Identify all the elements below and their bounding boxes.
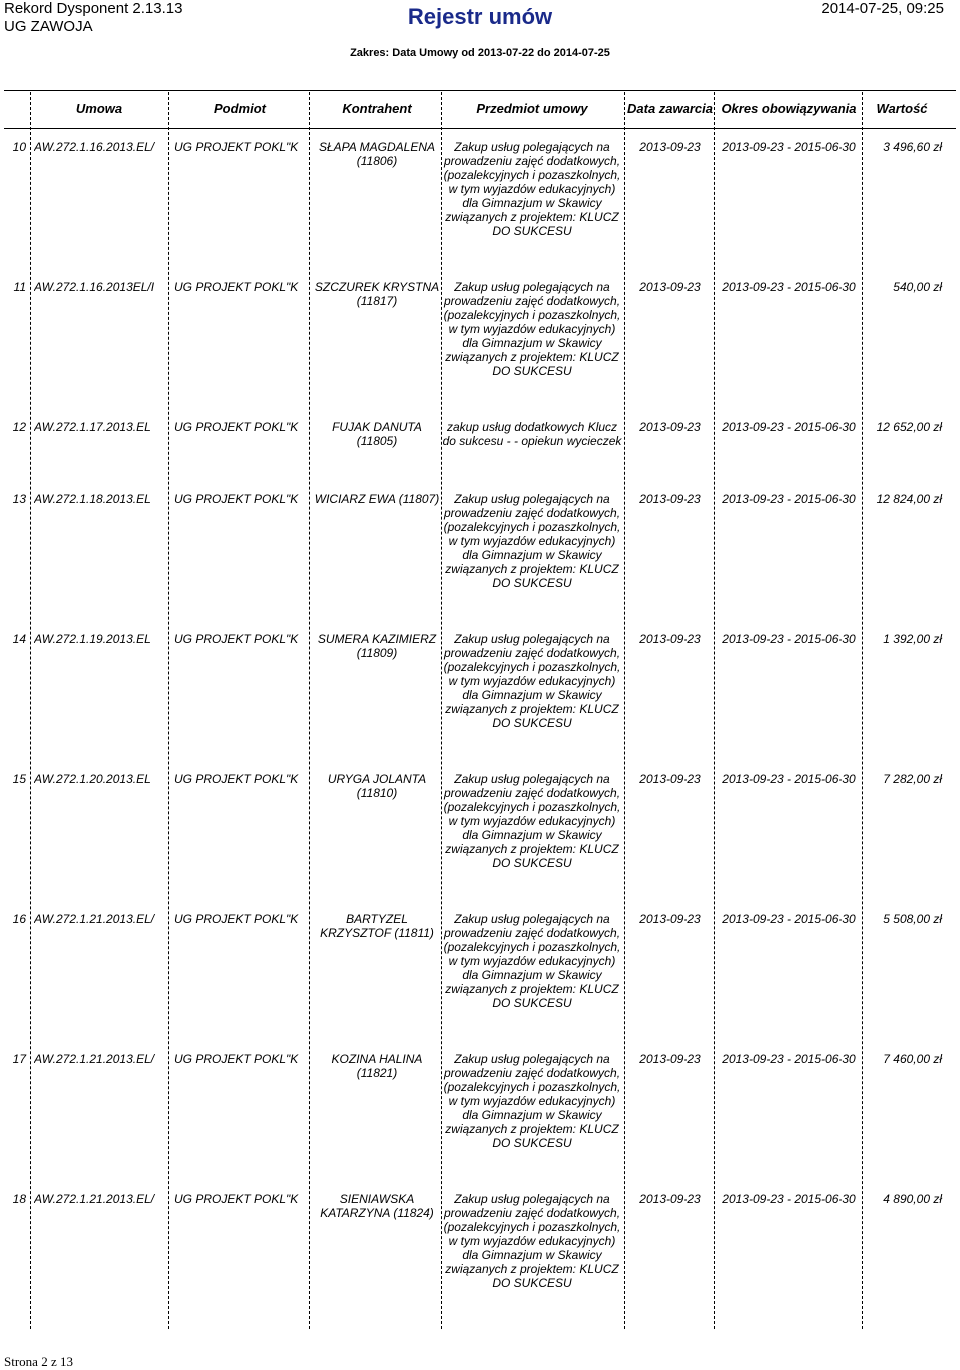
entity-name: UG PROJEKT POKL"K	[174, 912, 299, 926]
entity-name: UG PROJEKT POKL"K	[174, 420, 299, 434]
contractor-name: SUMERA KAZIMIERZ (11809)	[317, 632, 437, 660]
header-divider	[4, 90, 956, 91]
contractor-name: URYGA JOLANTA (11810)	[327, 772, 427, 800]
column-separator	[714, 92, 715, 1329]
contract-date: 2013-09-23	[639, 1052, 701, 1066]
column-separator	[168, 92, 169, 1329]
entity-name: UG PROJEKT POKL"K	[174, 1052, 299, 1066]
contract-value: 12 824,00 zł	[876, 492, 942, 506]
contract-subject: Zakup usług polegających na prowadzeniu zajęć dodatkowych, (pozalekcyjnych i pozaszkolnych, w tym wyjazdów edukacyjnych) dla Gimnazjum w Skawicy związanych z projektem: KLUCZ DO SUKCESU	[443, 912, 621, 1010]
contract-subject: Zakup usług polegających na prowadzeniu zajęć dodatkowych, (pozalekcyjnych i pozaszkolnych, w tym wyjazdów edukacyjnych) dla Gimnazjum w Skawicy związanych z projektem: KLUCZ DO SUKCESU	[443, 1192, 621, 1290]
col-header-data: Data zawarcia	[627, 101, 713, 116]
col-header-wartosc: Wartość	[876, 101, 928, 116]
contract-number: AW.272.1.16.2013EL/I	[34, 280, 155, 294]
row-number: 12	[12, 420, 26, 434]
contract-subject: Zakup usług polegających na prowadzeniu zajęć dodatkowych, (pozalekcyjnych i pozaszkolnych, w tym wyjazdów edukacyjnych) dla Gimnazjum w Skawicy związanych z projektem: KLUCZ DO SUKCESU	[443, 1052, 621, 1150]
row-number: 13	[12, 492, 26, 506]
contract-value: 7 282,00 zł	[883, 772, 942, 786]
contractor-name: FUJAK DANUTA (11805)	[332, 420, 422, 448]
col-header-umowa: Umowa	[75, 101, 123, 116]
report-title: Rejestr umów	[407, 4, 553, 29]
contract-date: 2013-09-23	[639, 280, 701, 294]
contract-date: 2013-09-23	[639, 492, 701, 506]
contract-subject: Zakup usług polegających na prowadzeniu zajęć dodatkowych, (pozalekcyjnych i pozaszkolnych, w tym wyjazdów edukacyjnych) dla Gimnazjum w Skawicy związanych z projektem: KLUCZ DO SUKCESU	[443, 492, 621, 590]
contract-subject: Zakup usług polegających na prowadzeniu zajęć dodatkowych, (pozalekcyjnych i pozaszkolnych, w tym wyjazdów edukacyjnych) dla Gimnazjum w Skawicy związanych z projektem: KLUCZ DO SUKCESU	[443, 140, 621, 238]
contract-number: AW.272.1.18.2013.EL	[34, 492, 151, 506]
row-number: 18	[12, 1192, 26, 1206]
contract-date: 2013-09-23	[639, 912, 701, 926]
contract-date: 2013-09-23	[639, 772, 701, 786]
row-number: 14	[12, 632, 26, 646]
contract-value: 4 890,00 zł	[883, 1192, 942, 1206]
row-number: 16	[12, 912, 26, 926]
col-header-kontrahent: Kontrahent	[342, 101, 412, 116]
contract-number: AW.272.1.21.2013.EL/	[34, 1192, 155, 1206]
contractor-name: KOZINA HALINA (11821)	[331, 1052, 423, 1080]
col-header-przedmiot: Przedmiot umowy	[476, 101, 588, 116]
entity-name: UG PROJEKT POKL"K	[174, 632, 299, 646]
entity-name: UG PROJEKT POKL"K	[174, 772, 299, 786]
contract-number: AW.272.1.21.2013.EL/	[34, 912, 155, 926]
contractor-name: SIENIAWSKA KATARZYNA (11824)	[320, 1192, 434, 1220]
contract-value: 540,00 zł	[893, 280, 942, 294]
contract-value: 12 652,00 zł	[876, 420, 942, 434]
contract-value: 3 496,60 zł	[883, 140, 942, 154]
contract-number: AW.272.1.21.2013.EL/	[34, 1052, 155, 1066]
organization-name: UG ZAWOJA	[4, 18, 93, 35]
entity-name: UG PROJEKT POKL"K	[174, 1192, 299, 1206]
entity-name: UG PROJEKT POKL"K	[174, 140, 299, 154]
contractor-name: SŁAPA MAGDALENA (11806)	[318, 140, 436, 168]
validity-period: 2013-09-23 - 2015-06-30	[722, 140, 856, 154]
column-header-divider	[4, 128, 956, 129]
date-range: Zakres: Data Umowy od 2013-07-22 do 2014-07-25	[350, 47, 610, 59]
contract-subject: Zakup usług polegających na prowadzeniu zajęć dodatkowych, (pozalekcyjnych i pozaszkolnych, w tym wyjazdów edukacyjnych) dla Gimnazjum w Skawicy związanych z projektem: KLUCZ DO SUKCESU	[443, 772, 621, 870]
contract-value: 1 392,00 zł	[883, 632, 942, 646]
contract-date: 2013-09-23	[639, 1192, 701, 1206]
validity-period: 2013-09-23 - 2015-06-30	[722, 912, 856, 926]
contract-subject: Zakup usług polegających na prowadzeniu zajęć dodatkowych, (pozalekcyjnych i pozaszkolnych, w tym wyjazdów edukacyjnych) dla Gimnazjum w Skawicy związanych z projektem: KLUCZ DO SUKCESU	[443, 280, 621, 378]
contract-value: 7 460,00 zł	[883, 1052, 942, 1066]
contract-number: AW.272.1.19.2013.EL	[34, 632, 151, 646]
contract-number: AW.272.1.17.2013.EL	[34, 420, 151, 434]
row-number: 10	[12, 140, 26, 154]
contract-subject: Zakup usług polegających na prowadzeniu zajęć dodatkowych, (pozalekcyjnych i pozaszkolnych, w tym wyjazdów edukacyjnych) dla Gimnazjum w Skawicy związanych z projektem: KLUCZ DO SUKCESU	[443, 632, 621, 730]
contractor-name: BARTYZEL KRZYSZTOF (11811)	[320, 912, 434, 940]
entity-name: UG PROJEKT POKL"K	[174, 280, 299, 294]
validity-period: 2013-09-23 - 2015-06-30	[722, 1052, 856, 1066]
column-separator	[30, 92, 31, 1329]
validity-period: 2013-09-23 - 2015-06-30	[722, 772, 856, 786]
contract-number: AW.272.1.20.2013.EL	[34, 772, 151, 786]
column-separator	[624, 92, 625, 1329]
validity-period: 2013-09-23 - 2015-06-30	[722, 280, 856, 294]
validity-period: 2013-09-23 - 2015-06-30	[722, 420, 856, 434]
contractor-name: SZCZUREK KRYSTNA (11817)	[314, 280, 440, 308]
validity-period: 2013-09-23 - 2015-06-30	[722, 632, 856, 646]
col-header-okres: Okres obowiązywania	[721, 101, 857, 116]
contract-date: 2013-09-23	[639, 632, 701, 646]
column-separator	[862, 92, 863, 1329]
app-version: Rekord Dysponent 2.13.13	[4, 0, 183, 17]
contract-subject: zakup usług dodatkowych Klucz do sukcesu - - opiekun wycieczek	[442, 420, 622, 448]
validity-period: 2013-09-23 - 2015-06-30	[722, 492, 856, 506]
contract-number: AW.272.1.16.2013.EL/	[34, 140, 155, 154]
contract-date: 2013-09-23	[639, 420, 701, 434]
report-datetime: 2014-07-25, 09:25	[821, 0, 944, 17]
col-header-podmiot: Podmiot	[214, 101, 266, 116]
contract-date: 2013-09-23	[639, 140, 701, 154]
row-number: 15	[12, 772, 26, 786]
row-number: 17	[12, 1052, 26, 1066]
page-number: Strona 2 z 13	[4, 1354, 73, 1369]
validity-period: 2013-09-23 - 2015-06-30	[722, 1192, 856, 1206]
row-number: 11	[13, 280, 26, 294]
contract-value: 5 508,00 zł	[883, 912, 942, 926]
entity-name: UG PROJEKT POKL"K	[174, 492, 299, 506]
column-separator	[309, 92, 310, 1329]
contractor-name: WICIARZ EWA (11807)	[314, 492, 440, 506]
